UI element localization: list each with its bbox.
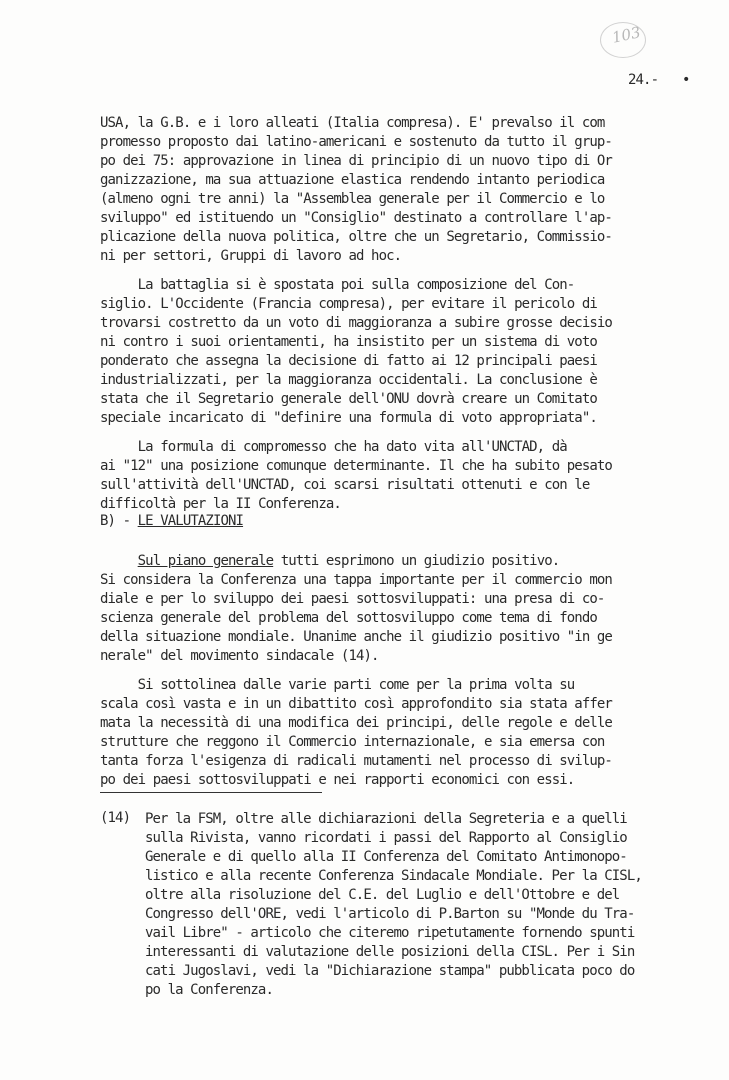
footnote-line: po la Conferenza. <box>145 982 273 998</box>
text-line: trovarsi costretto da un voto di maggioranza a subire grosse decisio <box>100 315 612 331</box>
footnote-line: Congresso dell'ORE, vedi l'articolo di P.Barton su "Monde du Tra- <box>145 906 635 922</box>
handwritten-page-number: 103 <box>610 23 643 47</box>
text-line: ni contro i suoi orientamenti, ha insistito per un sistema di voto <box>100 334 597 350</box>
footnote-line: sulla Rivista, vanno ricordati i passi del Rapporto al Consiglio <box>145 830 627 846</box>
text-line: sviluppo" ed istituendo un "Consiglio" destinato a controllare l'ap- <box>100 210 612 226</box>
text-line: nerale" del movimento sindacale (14). <box>100 648 379 664</box>
footnote-line: Generale e di quello alla II Conferenza del Comitato Antimonopo- <box>145 849 627 865</box>
text-line: speciale incaricato di "definire una formula di voto appropriata". <box>100 410 597 426</box>
footnote-line: interessanti di valutazione delle posizioni della CISL. Per i Sin <box>145 944 635 960</box>
footnote-line: vail Libre" - articolo che citeremo ripetutamente fornendo spunti <box>145 925 635 941</box>
text-line: stata che il Segretario generale dell'ONU dovrà creare un Comitato <box>100 391 597 407</box>
footnote-rule <box>100 792 322 793</box>
text-line: ponderato che assegna la decisione di fatto ai 12 principali paesi <box>100 353 597 369</box>
text-line: plicazione della nuova politica, oltre che un Segretario, Commissio- <box>100 229 612 245</box>
section-text <box>100 552 700 790</box>
section-heading-prefix: B) - <box>100 513 138 529</box>
text-line: della situazione mondiale. Unanime anche il giudizio positivo "in ge <box>100 629 612 645</box>
text-line: USA, la G.B. e i loro alleati (Italia compresa). E' prevalso il com <box>100 115 605 131</box>
text-line: Si sottolinea dalle varie parti come per la prima volta su <box>100 677 575 693</box>
footnote-marker: (14) <box>100 810 131 826</box>
text-line: ganizzazione, ma sua attuazione elastica rendendo intanto periodica <box>100 172 605 188</box>
text-line: tanta forza l'esigenza di radicali mutamenti nel processo di svilup- <box>100 753 612 769</box>
body-text <box>100 114 700 514</box>
text-line: scala così vasta e in un dibattito così approfondito sia stata affer <box>100 696 612 712</box>
text-line: Sul piano generale tutti esprimono un giudizio positivo. <box>137 553 560 569</box>
section-heading-title: LE VALUTAZIONI <box>137 513 244 529</box>
text-line: sull'attività dell'UNCTAD, coi scarsi risultati ottenuti e con le <box>100 477 590 493</box>
text-line: ni per settori, Gruppi di lavoro ad hoc. <box>100 248 402 264</box>
text-line: mata la necessità di una modifica dei principi, delle regole e delle <box>100 715 612 731</box>
text-line: difficoltà per la II Conferenza. <box>100 496 341 512</box>
corner-dot: • <box>682 72 690 88</box>
text-line: La formula di compromesso che ha dato vita all'UNCTAD, dà <box>100 439 567 455</box>
text-line: Si considera la Conferenza una tappa importante per il commercio mon <box>100 572 612 588</box>
text-line: (almeno ogni tre anni) la "Assemblea generale per il Commercio e lo <box>100 191 605 207</box>
footnote-line: Per la FSM, oltre alle dichiarazioni della Segreteria e a quelli <box>145 811 627 827</box>
text-line: siglio. L'Occidente (Francia compresa), per evitare il pericolo di <box>100 296 597 312</box>
text-line: promesso proposto dai latino-americani e sostenuto da tutto il grup- <box>100 134 612 150</box>
footnote-line: oltre alla risoluzione del C.E. del Luglio e dell'Ottobre e del <box>145 887 620 903</box>
text-line: scienza generale del problema del sottosviluppo come tema di fondo <box>100 610 597 626</box>
section-heading <box>100 512 243 531</box>
page-number: 24.- <box>628 72 659 88</box>
underlined-phrase: Sul piano generale <box>137 553 274 569</box>
text-line: po dei 75: approvazione in linea di principio di un nuovo tipo di Or <box>100 153 612 169</box>
text-line: strutture che reggono il Commercio internazionale, e sia emersa con <box>100 734 605 750</box>
text-line: La battaglia si è spostata poi sulla composizione del Con- <box>100 277 575 293</box>
text-line: ai "12" una posizione comunque determinante. Il che ha subito pesato <box>100 458 612 474</box>
footnote-body <box>145 810 642 1000</box>
text-line: po dei paesi sottosviluppati e nei rapporti economici con essi. <box>100 772 575 788</box>
footnote-line: cati Jugoslavi, vedi la "Dichiarazione stampa" pubblicata poco do <box>145 963 635 979</box>
footnote-line: listico e alla recente Conferenza Sindacale Mondiale. Per la CISL, <box>145 868 642 884</box>
text-line: industrializzati, per la maggioranza occidentali. La conclusione è <box>100 372 597 388</box>
text-line: diale e per lo sviluppo dei paesi sottosviluppati: una presa di co- <box>100 591 605 607</box>
